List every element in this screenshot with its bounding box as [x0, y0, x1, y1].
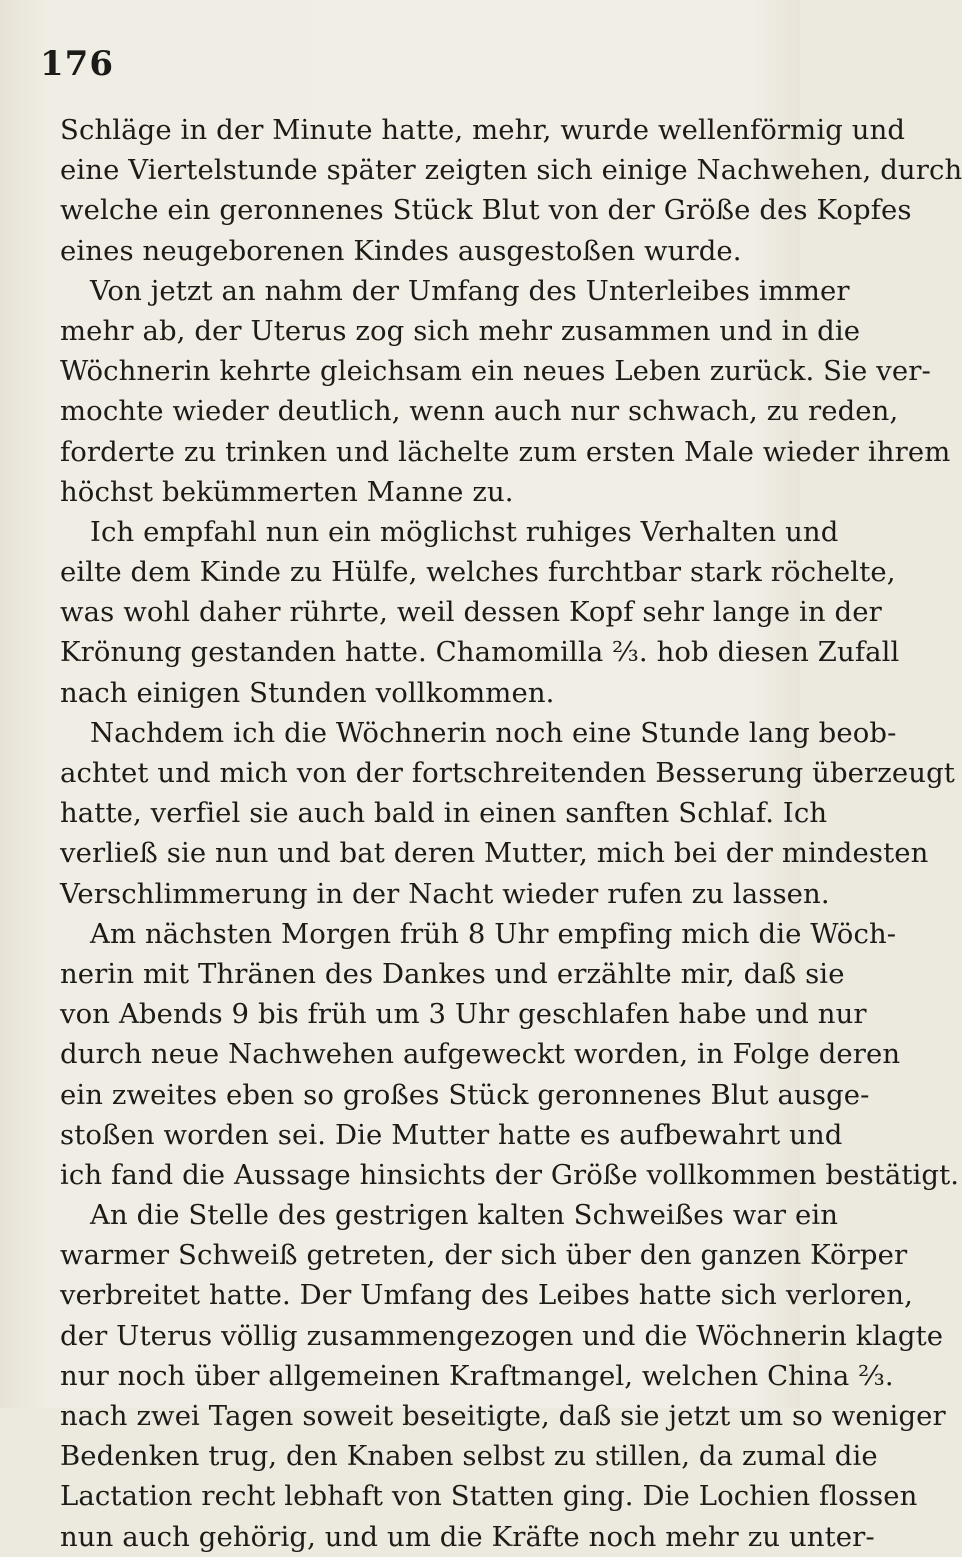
- text-line: höchst bekümmerten Manne zu.: [60, 475, 514, 508]
- text-line: eine Viertelstunde später zeigten sich einige Nachwehen, durch: [60, 154, 962, 187]
- text-line: eilte dem Kinde zu Hülfe, welches furchtbar stark röchelte,: [60, 556, 896, 589]
- text-line: verließ sie nun und bat deren Mutter, mich bei der mindesten: [60, 837, 929, 870]
- text-line: hatte, verfiel sie auch bald in einen sanften Schlaf. Ich: [60, 797, 828, 830]
- text-line: Krönung gestanden hatte. Chamomilla ⅔. hob diesen Zufall: [60, 636, 900, 669]
- text-line: warmer Schweiß getreten, der sich über den ganzen Körper: [60, 1239, 908, 1272]
- text-line: Bedenken trug, den Knaben selbst zu stillen, da zumal die: [60, 1440, 878, 1473]
- text-line: nach einigen Stunden vollkommen.: [60, 676, 555, 709]
- text-line: ein zweites eben so großes Stück geronnenes Blut ausge-: [60, 1078, 870, 1111]
- text-line: von Abends 9 bis früh um 3 Uhr geschlafen habe und nur: [60, 998, 867, 1031]
- text-line: mehr ab, der Uterus zog sich mehr zusammen und in die: [60, 314, 861, 347]
- text-line: nach zwei Tagen soweit beseitigte, daß sie jetzt um so weniger: [60, 1400, 946, 1432]
- text-line: eines neugeborenen Kindes ausgestoßen wurde.: [60, 234, 742, 267]
- text-line: nerin mit Thränen des Dankes und erzählte mir, daß sie: [60, 957, 845, 990]
- text-line: Am nächsten Morgen früh 8 Uhr empfing mich die Wöch-: [90, 917, 897, 950]
- text-line: Verschlimmerung in der Nacht wieder rufen zu lassen.: [60, 877, 830, 910]
- text-line: mochte wieder deutlich, wenn auch nur schwach, zu reden,: [60, 395, 899, 428]
- text-line: was wohl daher rührte, weil dessen Kopf sehr lange in der: [60, 596, 882, 629]
- text-line: nur noch über allgemeinen Kraftmangel, welchen China ⅔.: [60, 1359, 894, 1392]
- text-line: Nachdem ich die Wöchnerin noch eine Stunde lang beob-: [90, 716, 897, 749]
- text-line: durch neue Nachwehen aufgeweckt worden, in Folge deren: [60, 1038, 901, 1071]
- body-text: [60, 110, 962, 1557]
- text-line: Von jetzt an nahm der Umfang des Unterleibes immer: [90, 274, 850, 307]
- text-line: verbreitet hatte. Der Umfang des Leibes hatte sich verloren,: [60, 1279, 913, 1312]
- page-number: 176: [40, 44, 114, 84]
- text-line: nun auch gehörig, und um die Kräfte noch mehr zu unter-: [60, 1520, 875, 1553]
- text-line: achtet und mich von der fortschreitenden Besserung überzeugt: [60, 757, 955, 789]
- text-line: Lactation recht lebhaft von Statten ging. Die Lochien flossen: [60, 1480, 918, 1513]
- text-line: welche ein geronnenes Stück Blut von der Größe des Kopfes: [60, 194, 912, 227]
- text-line: stoßen worden sei. Die Mutter hatte es aufbewahrt und: [60, 1118, 843, 1151]
- text-line: Ich empfahl nun ein möglichst ruhiges Verhalten und: [90, 515, 839, 548]
- text-line: Schläge in der Minute hatte, mehr, wurde wellenförmig und: [60, 114, 906, 146]
- text-line: der Uterus völlig zusammengezogen und die Wöchnerin klagte: [60, 1319, 944, 1352]
- text-line: Wöchnerin kehrte gleichsam ein neues Leben zurück. Sie ver-: [60, 355, 931, 388]
- text-line: ich fand die Aussage hinsichts der Größe vollkommen bestätigt.: [60, 1158, 960, 1191]
- text-line: An die Stelle des gestrigen kalten Schweißes war ein: [90, 1199, 839, 1232]
- text-line: forderte zu trinken und lächelte zum ersten Male wieder ihrem: [60, 435, 951, 468]
